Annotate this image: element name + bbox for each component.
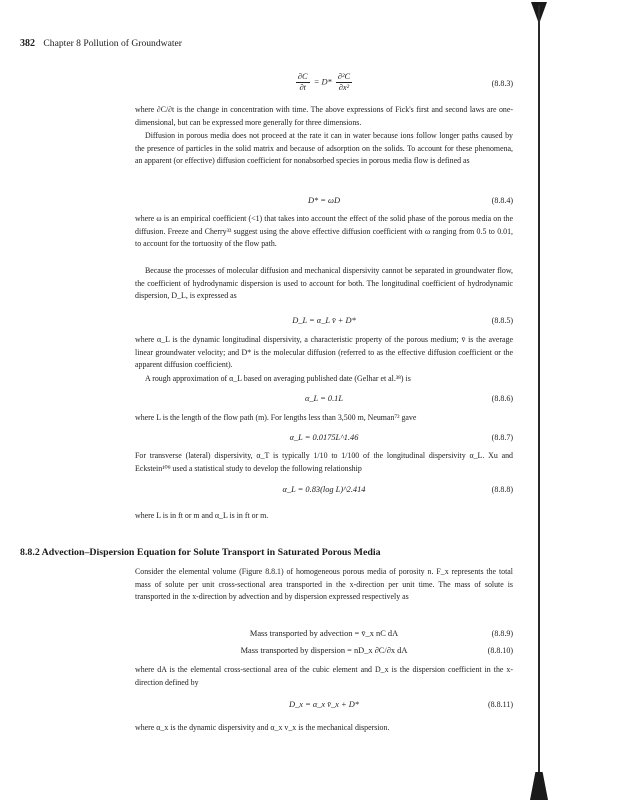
equation-number: (8.8.11) xyxy=(487,700,513,709)
eq-rhs-denominator: ∂x² xyxy=(338,83,350,92)
paragraph: A rough approximation of α_L based on averaging published date (Gelhar et al.³⁸) is xyxy=(145,374,411,383)
equation-8-8-3 xyxy=(135,72,513,98)
eq-lhs-numerator: ∂C xyxy=(297,72,308,81)
equation-8-8-5 xyxy=(135,316,513,330)
equation-number: (8.8.3) xyxy=(491,79,513,88)
equation-number: (8.8.10) xyxy=(487,646,513,655)
equation-number: (8.8.8) xyxy=(491,485,513,494)
paragraph: For transverse (lateral) dispersivity, α_T is typically 1/10 to 1/100 of the longitudinal dispersivity α_L. Xu and Eckstein¹⁰⁹ used a statistical study to develop the following relationship xyxy=(135,451,513,473)
equation-number: (8.8.5) xyxy=(491,316,513,325)
running-title: Chapter 8 Pollution of Groundwater xyxy=(43,38,182,49)
equation-8-8-10 xyxy=(135,646,513,660)
paragraph: where ω is an empirical coefficient (<1) that takes into account the effect of the solid phase of the porous media on the diffusion. Freeze and Cherry³³ suggest using the above effective diffusion coefficient with ω ranging from 0.5 to 0.01, to account for the tortuosity of the flow path. xyxy=(135,214,513,249)
equation-body: α_L = 0.83(log L)^2.414 xyxy=(282,485,366,494)
equation-8-8-9 xyxy=(135,629,513,643)
equation-number: (8.8.4) xyxy=(491,196,513,205)
eq-rhs-numerator: ∂²C xyxy=(337,72,351,81)
paragraph: Diffusion in porous media does not proceed at the rate it can in water because ions follow longer paths caused by the presence of particles in the solid matrix and because of adsorption on the solids. To account for these phenomena, an apparent (or effective) diffusion coefficient for nonabsorbed species in porous media flow is defined as xyxy=(135,131,513,166)
equation-8-8-4 xyxy=(135,196,513,210)
paragraph: where dA is the elemental cross-sectional area of the cubic element and D_x is the dispersion coefficient in the x-direction defined by xyxy=(135,665,513,687)
eq-lhs-denominator: ∂t xyxy=(299,83,307,92)
equation-8-8-8 xyxy=(135,485,513,499)
page-edge-rule xyxy=(538,5,540,775)
paragraph: where L is the length of the flow path (m). For lengths less than 3,500 m, Neuman⁷² gave xyxy=(135,413,417,422)
paragraph: where α_x is the dynamic dispersivity and α_x v_x is the mechanical dispersion. xyxy=(135,723,390,732)
equation-8-8-7 xyxy=(135,433,513,447)
equation-8-8-6 xyxy=(135,394,513,408)
page-number: 382 xyxy=(20,38,35,49)
paragraph: Because the processes of molecular diffusion and mechanical dispersivity cannot be separated in groundwater flow, the coefficient of hydrodynamic dispersion is used to account for both. The longitudinal coefficient of hydrodynamic dispersion, D_L, is expressed as xyxy=(135,266,513,301)
equation-body: Mass transported by dispersion = nD_x ∂C/∂x dA xyxy=(240,646,408,655)
running-header xyxy=(20,38,182,49)
paragraph: Consider the elemental volume (Figure 8.8.1) of homogeneous porous media of porosity n. F_x represents the total mass of solute per unit cross-sectional area transported in the x-direction per unit time. The mass of solute is transported in the x-direction by advection and by dispersion expressed respectively as xyxy=(135,567,513,602)
paragraph: where L is in ft or m and α_L is in ft or m. xyxy=(135,511,269,520)
eq-middle: = D* xyxy=(311,77,334,87)
equation-number: (8.8.7) xyxy=(491,433,513,442)
equation-body: Mass transported by advection = v̄_x nC dA xyxy=(249,629,399,638)
page-edge-mark-bottom xyxy=(530,772,548,800)
paragraph: where α_L is the dynamic longitudinal dispersivity, a characteristic property of the porous medium; v̄ is the average linear groundwater velocity; and D* is the molecular diffusion (referred to as the effective diffusion coefficient or the apparent diffusion coefficient). xyxy=(135,335,513,370)
equation-number: (8.8.9) xyxy=(491,629,513,638)
equation-number: (8.8.6) xyxy=(491,394,513,403)
equation-body: D_x = α_x v̄_x + D* xyxy=(289,700,359,709)
paragraph: where ∂C/∂t is the change in concentration with time. The above expressions of Fick's first and second laws are one-dimensional, but can be expressed more generally for three dimensions. xyxy=(135,105,513,127)
section-heading: 8.8.2 Advection–Dispersion Equation for Solute Transport in Saturated Porous Media xyxy=(20,547,381,558)
equation-8-8-11 xyxy=(135,700,513,714)
equation-body: α_L = 0.1L xyxy=(304,394,344,403)
equation-body: D* = ωD xyxy=(307,196,341,205)
equation-body: α_L = 0.0175L^1.46 xyxy=(289,433,359,442)
equation-body: D_L = α_L v̄ + D* xyxy=(292,316,356,325)
